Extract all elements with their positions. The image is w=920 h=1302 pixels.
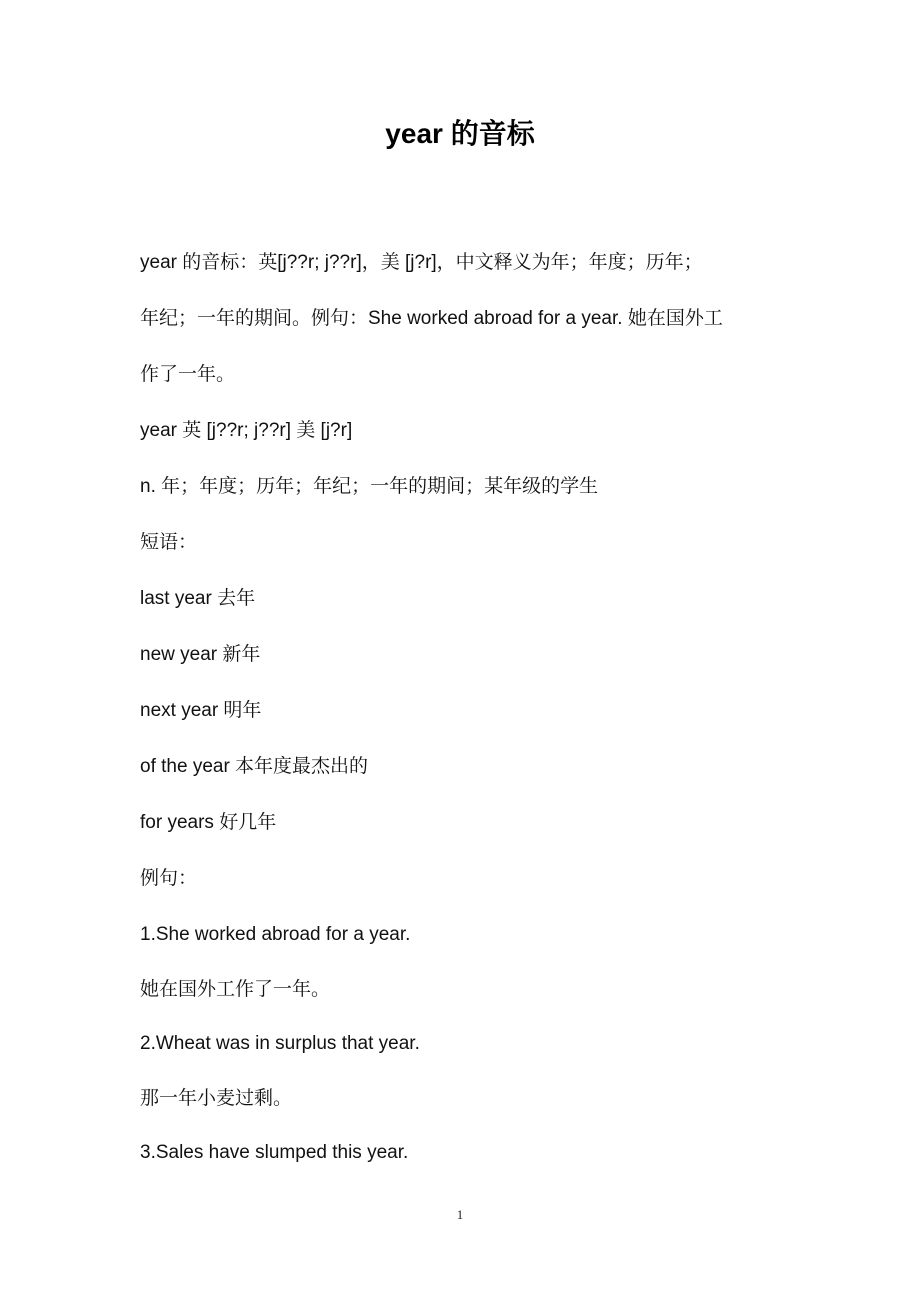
phrase-item: new year 新年 bbox=[140, 644, 261, 665]
phrase-item: for years 好几年 bbox=[140, 812, 277, 833]
example-sentence-zh: 那一年小麦过剩。 bbox=[140, 1088, 293, 1109]
example-sentence-en: 3.Sales have slumped this year. bbox=[140, 1142, 409, 1163]
page-number: 1 bbox=[456, 1207, 464, 1222]
phrase-item: last year 去年 bbox=[140, 588, 256, 609]
intro-line-2: 年纪；一年的期间。例句：She worked abroad for a year. 她在国外工 bbox=[140, 308, 723, 329]
document-title: year 的音标 bbox=[385, 118, 535, 149]
example-sentence-en: 2.Wheat was in surplus that year. bbox=[140, 1033, 420, 1054]
intro-line-1: year 的音标：英[j??r; j??r]，美 [j?r]，中文释义为年；年度；历年； bbox=[140, 252, 703, 273]
intro-line-3: 作了一年。 bbox=[140, 364, 236, 385]
definition-line: n. 年；年度；历年；年纪；一年的期间；某年级的学生 bbox=[140, 476, 599, 497]
example-sentence-en: 1.She worked abroad for a year. bbox=[140, 924, 411, 945]
phrase-item: of the year 本年度最杰出的 bbox=[140, 756, 369, 777]
phrase-item: next year 明年 bbox=[140, 700, 262, 721]
examples-heading: 例句： bbox=[140, 868, 198, 889]
phrases-heading: 短语： bbox=[140, 532, 198, 553]
example-sentence-zh: 她在国外工作了一年。 bbox=[140, 979, 331, 1000]
pronunciation-line: year 英 [j??r; j??r] 美 [j?r] bbox=[140, 420, 353, 441]
